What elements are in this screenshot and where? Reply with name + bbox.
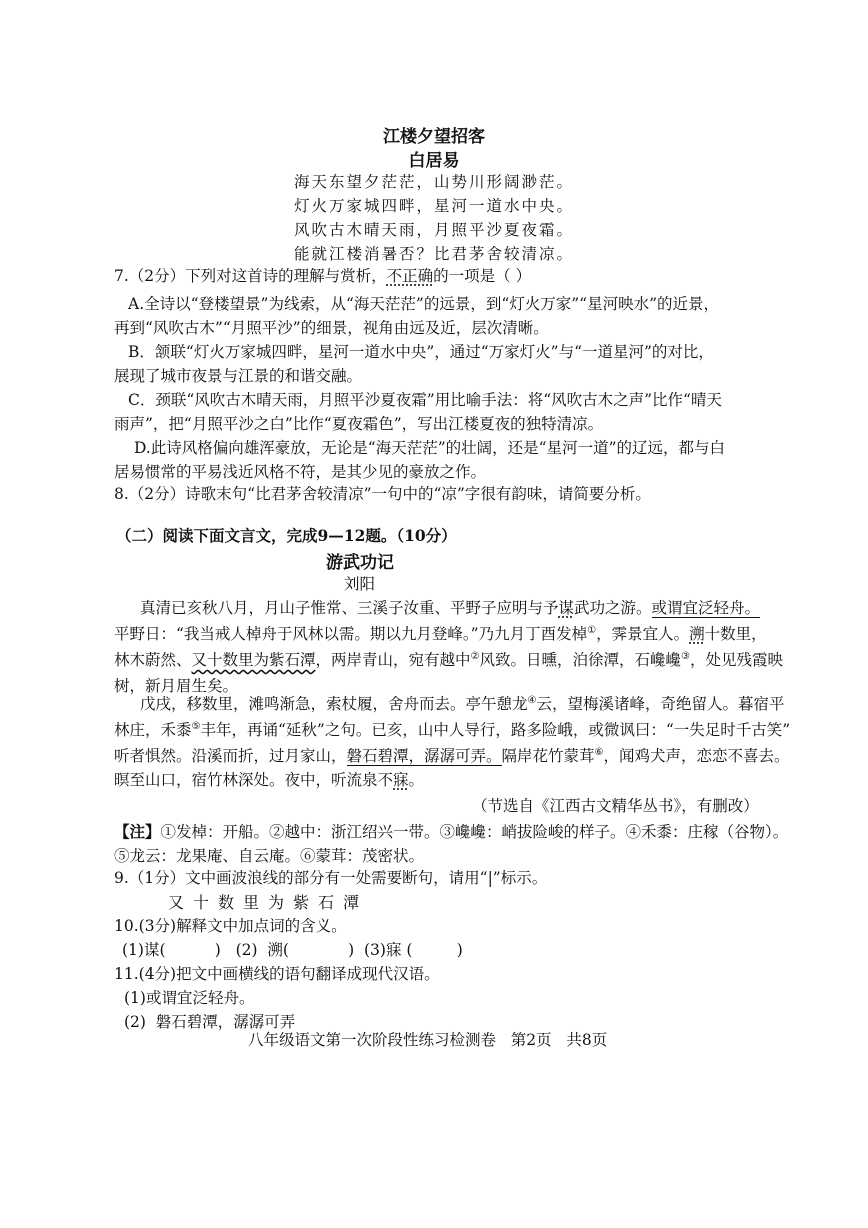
text-line: 林木蔚然、又十数里为紫石潭，两岸青山，宛有越中②风致。日曛，泊徐潭，石巉巉③，处见残霞映 bbox=[114, 650, 784, 669]
question-11-item: (2) 磐石碧潭，潺潺可弄 bbox=[124, 1013, 296, 1031]
question-11-item: (1)或谓宜泛轻舟。 bbox=[124, 989, 255, 1007]
notes-line: ⑤龙云：龙果庵、自云庵。⑥蒙茸：茂密状。 bbox=[114, 847, 425, 865]
option-a: A.全诗以“登楼望景”为线索，从“海天茫茫”的远景，到“灯火万家”“星河映水”的近景， bbox=[128, 295, 720, 313]
text-line: 真清已亥秋八月，月山子惟常、三溪子汝重、平野子应明与予谋武功之游。或谓宜泛轻舟。 bbox=[140, 599, 761, 617]
option-d: D.此诗风格偏向雄浑豪放，无论是“海天茫茫”的壮阔，还是“星河一道”的辽远，都与白 bbox=[134, 439, 726, 457]
poem-line: 能就江楼消暑否？比君茅舍较清凉。 bbox=[293, 245, 574, 263]
text-line: 暝至山口，宿竹林深处。夜中，听流泉不寐。 bbox=[114, 771, 425, 789]
option-b-cont: 展现了城市夜景与江景的和谐交融。 bbox=[114, 367, 363, 385]
text-line: 听者惧然。沿溪而折，过月家山，磐石碧潭，潺潺可弄。隔岸花竹蒙茸⑥，闻鸡犬声，恋恋不喜去。 bbox=[114, 746, 790, 765]
text-line: 平野日：“我当戒人棹舟于风林以需。期以九月登峰。”乃九月丁酉发棹①，霁景宜人。溯十数里， bbox=[114, 624, 767, 643]
essay-title: 游武功记 bbox=[326, 553, 394, 573]
section-heading: （二）阅读下面文言文，完成9—12题。（10分） bbox=[116, 526, 457, 545]
poem-author: 白居易 bbox=[408, 151, 460, 171]
poem-title: 江楼夕望招客 bbox=[383, 127, 485, 147]
question-11: 11.(4分)把文中画横线的语句翻译成现代汉语。 bbox=[114, 965, 440, 983]
option-c-cont: 雨声”，把“月照平沙之白”比作“夏夜霜色”，写出江楼夏夜的独特清凉。 bbox=[114, 415, 604, 433]
text-line: 树，新月眉生矣。 bbox=[114, 677, 239, 695]
option-b: B．颔联“灯火万家城四畔，星河一道水中央”，通过“万家灯火”与“一道星河”的对比， bbox=[128, 343, 714, 361]
question-10-items: (1)谋( ) (2) 溯( ) (3)寐 ( ) bbox=[122, 941, 463, 959]
poem-line: 海天东望夕茫茫，山势川形阔渺茫。 bbox=[293, 173, 574, 191]
question-9: 9.（1分）文中画波浪线的部分有一处需要断句，请用“|”标示。 bbox=[114, 869, 548, 887]
question-10: 10.(3分)解释文中加点词的含义。 bbox=[114, 917, 347, 935]
page-footer: 八年级语文第一次阶段性练习检测卷 第2页 共8页 bbox=[248, 1031, 608, 1049]
text-line: 林庄，禾黍⑤丰年，再诵“延秋”之句。已亥，山中人导行，路多险峨，或微讽曰：“一失足时千古笑” bbox=[114, 720, 791, 739]
text-line: 戊戌，移数里，滩鸣渐急，索杖履，舍舟而去。亭午憩龙④云，望梅溪诸峰，奇绝留人。暮宿平 bbox=[140, 694, 785, 713]
punctuation-phrase: 又十数里为紫石潭 bbox=[168, 893, 369, 912]
question-7-stem: 7.（2分）下列对这首诗的理解与赏析，不正确的一项是（ ） bbox=[114, 267, 532, 285]
question-8: 8.（2分）诗歌末句“比君茅舍较清凉”一句中的“凉”字很有韵味，请简要分析。 bbox=[114, 485, 651, 503]
essay-author: 刘阳 bbox=[344, 575, 376, 593]
poem-line: 风吹古木晴天雨，月照平沙夏夜霜。 bbox=[293, 221, 574, 239]
notes-line: 【注】①发棹：开船。②越中：浙江绍兴一带。③巉巉：峭拔险峻的样子。④禾黍：庄稼（谷物）。 bbox=[114, 822, 789, 841]
option-a-cont: 再到“风吹古木”“月照平沙”的细景，视角由远及近，层次清晰。 bbox=[114, 319, 549, 337]
poem-line: 灯火万家城四畔，星河一道水中央。 bbox=[293, 197, 574, 215]
source-citation: （节选自《江西古文精华丛书》，有删改） bbox=[472, 797, 759, 815]
option-d-cont: 居易惯常的平易浅近风格不符，是其少见的豪放之作。 bbox=[114, 463, 487, 481]
option-c: C．颈联“风吹古木晴天雨，月照平沙夏夜霜”用比喻手法：将“风吹古木之声”比作“晴天 bbox=[128, 391, 722, 409]
